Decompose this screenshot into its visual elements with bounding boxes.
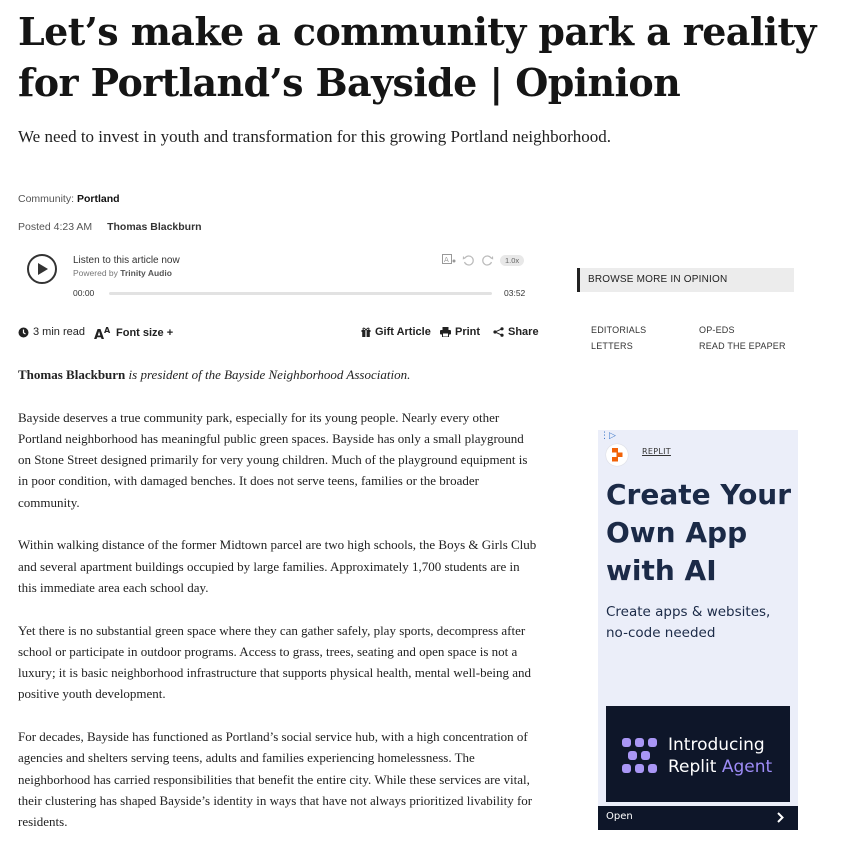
community-link[interactable]: Portland [76, 193, 120, 205]
play-button[interactable] [27, 254, 57, 284]
link-op-eds[interactable]: OP-EDS [699, 325, 735, 335]
banner-text [668, 734, 772, 778]
banner-line1: Introducing [668, 735, 765, 755]
svg-text:A: A [444, 256, 449, 264]
progress-track[interactable] [109, 292, 492, 295]
share-label: Share [508, 326, 539, 338]
playback-speed[interactable]: 1.0x [500, 255, 524, 266]
browse-links [577, 292, 794, 351]
adchoices-icon[interactable]: ⋮▷ [600, 431, 616, 441]
paragraph: Within walking distance of the former Midtown parcel are two high schools, the Boys & Girls Club and several apartment buildings occupied by large families. Approximately 1,700 students are in this immediate area each school day. [18, 537, 537, 595]
clock-icon [18, 327, 29, 338]
replit-logo-icon [606, 444, 628, 466]
author-link[interactable]: Thomas Blackburn [107, 221, 202, 233]
posted-time: 4:23 AM [53, 221, 93, 233]
gift-article-button[interactable] [361, 326, 431, 338]
posted-label: Posted [18, 221, 51, 233]
font-size-label: Font size + [116, 327, 174, 339]
forward-icon[interactable] [481, 254, 494, 267]
powered-by [73, 268, 172, 278]
font-size-icon [94, 326, 112, 340]
community-line [18, 193, 120, 205]
replit-logo-shape [606, 444, 628, 466]
ad-brand[interactable]: REPLIT [642, 447, 671, 456]
time-elapsed: 00:00 [73, 288, 95, 298]
gift-icon [361, 327, 371, 337]
print-icon [440, 327, 451, 337]
browse-more-opinion [577, 268, 794, 351]
article-headline: Let’s make a community park a reality for Portland’s Bayside | Opinion [18, 9, 816, 105]
translate-icon[interactable] [442, 254, 456, 266]
listen-label: Listen to this article now [73, 255, 180, 266]
chevron-right-icon [777, 812, 784, 823]
banner-agent: Agent [721, 757, 773, 777]
article-dek: We need to invest in youth and transformation for this growing Portland neighborhood. [18, 127, 612, 146]
share-icon [493, 327, 504, 337]
paragraph: Yet there is no substantial green space where they can gather safely, play sports, decompress after school or participate in outdoor programs. Access to grass, trees, seating and open space is not a luxury; it is basic neighborhood infrastructure that supports physical health, mental well-being and positive youth development. [18, 622, 532, 702]
time-total: 03:52 [504, 288, 526, 298]
rewind-icon[interactable] [462, 254, 475, 267]
powered-brand: Trinity Audio [120, 268, 172, 278]
replit-agent-icon [622, 738, 658, 774]
svg-text:A: A [94, 328, 105, 340]
paragraph: For decades, Bayside has functioned as Portland’s social service hub, with a high concentration of agencies and shelters serving teens, adults and families experiencing homelessness. The neighborhood has carried responsibilities that benefit the entire city. While these services are vital, their clustering has shaped Bayside’s identity in ways that have not always prioritized livability for residents. [18, 729, 533, 830]
bio-author-name: Thomas Blackburn [18, 367, 126, 382]
read-time-label: 3 min read [33, 326, 85, 338]
ad-banner[interactable] [606, 706, 790, 802]
svg-text:A: A [104, 326, 111, 335]
print-label: Print [455, 326, 481, 338]
ad-subtext: Create apps & websites, no-code needed [606, 604, 771, 641]
browse-title: BROWSE MORE IN OPINION [577, 268, 794, 292]
gift-label: Gift Article [375, 326, 431, 338]
font-size-button[interactable] [94, 326, 173, 340]
read-time [18, 326, 85, 338]
advertisement[interactable] [598, 430, 798, 830]
audio-player [18, 250, 538, 300]
link-epaper[interactable]: READ THE EPAPER [699, 341, 786, 351]
link-letters[interactable]: LETTERS [591, 341, 633, 351]
share-button[interactable] [493, 326, 539, 338]
banner-brand: Replit [668, 757, 717, 777]
bio-text: is president of the Bayside Neighborhood Association. [128, 367, 411, 382]
ad-open-button[interactable] [598, 806, 798, 830]
print-button[interactable] [440, 326, 480, 338]
author-bio [18, 364, 540, 385]
community-label: Community: [18, 193, 75, 205]
ad-open-label: Open [606, 811, 633, 822]
play-icon [38, 263, 48, 275]
paragraph: Bayside deserves a true community park, especially for its young people. Nearly every other Portland neighborhood has meaningful public green spaces. Bayside has only a small playground on Stone Street designed primarily for very young children. Much of the playground equipment is in poor condition, with damaged benches. It does not serve teens, families or the broader community. [18, 409, 528, 510]
link-editorials[interactable]: EDITORIALS [591, 325, 647, 335]
ad-headline: Create Your Own App with AI [606, 478, 792, 587]
player-controls [442, 253, 524, 267]
posted-line [18, 221, 202, 233]
article-body [18, 364, 540, 854]
powered-label: Powered by [73, 268, 118, 278]
article-toolbar [18, 326, 538, 342]
